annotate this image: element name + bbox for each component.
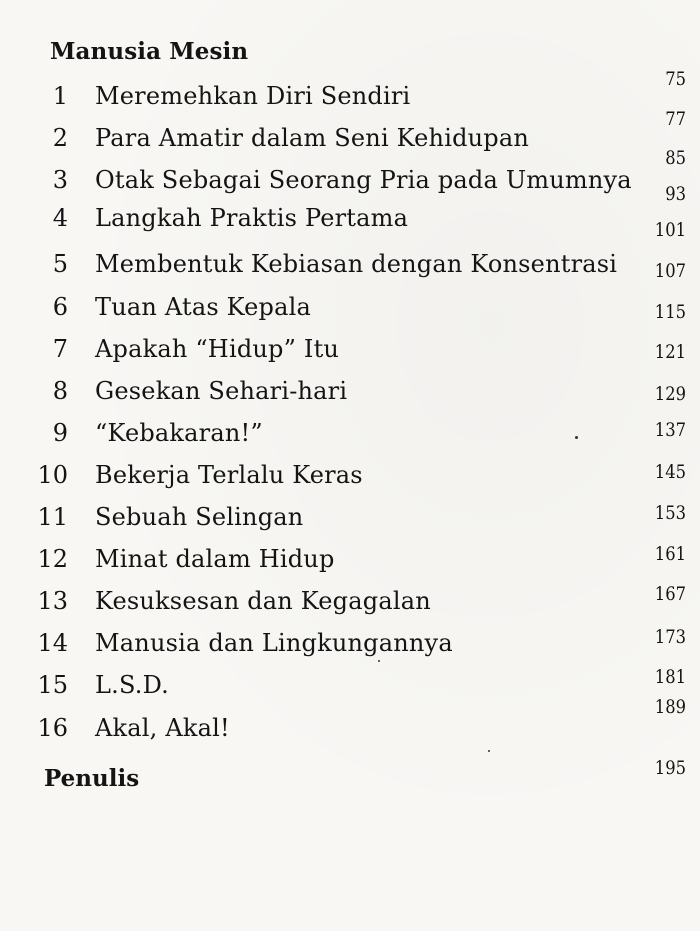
entry-number: 1	[52, 82, 68, 110]
page-number: 75	[665, 68, 686, 90]
page-number: 161	[654, 543, 686, 565]
page-number: 153	[654, 502, 686, 524]
page-number: 101	[654, 219, 686, 241]
entry-number: 9	[52, 418, 68, 447]
entry-title: Para Amatir dalam Seni Kehidupan	[95, 124, 530, 153]
entry-number: 13	[37, 587, 68, 616]
entry-title: Tuan Atas Kepala	[95, 292, 312, 321]
entry-title: Bekerja Terlalu Keras	[95, 460, 363, 489]
entry-number: 12	[37, 545, 68, 574]
page-number: 181	[654, 666, 686, 688]
entry-title: Langkah Praktis Pertama	[95, 204, 409, 233]
section-title: Manusia Mesin	[50, 38, 249, 65]
entry-title: L.S.D.	[95, 671, 169, 700]
page-number: 121	[654, 341, 686, 363]
print-speck	[488, 750, 490, 752]
entry-title: “Kebakaran!”	[95, 418, 263, 447]
page-number: 93	[665, 183, 686, 205]
entry-number: 4	[52, 204, 68, 233]
entry-number: 7	[52, 334, 68, 363]
page-number: 85	[665, 147, 686, 169]
page-number: 167	[654, 583, 686, 605]
entry-number: 15	[37, 671, 68, 700]
page-number: 77	[665, 108, 686, 130]
entry-number: 8	[52, 376, 68, 405]
entry-number: 14	[37, 629, 68, 658]
entry-title: Minat dalam Hidup	[95, 545, 335, 574]
entry-title: Gesekan Sehari-hari	[95, 376, 348, 405]
entry-number: 2	[52, 124, 68, 153]
entry-number: 6	[52, 292, 68, 321]
page-number: 115	[654, 301, 686, 323]
page-number: 195	[654, 757, 686, 779]
page-number: 173	[654, 626, 686, 648]
entry-title: Apakah “Hidup” Itu	[95, 334, 340, 363]
entry-title: Kesuksesan dan Kegagalan	[95, 587, 431, 616]
entry-title: Meremehkan Diri Sendiri	[95, 82, 411, 110]
print-speck	[575, 436, 578, 439]
footer-title: Penulis	[44, 765, 140, 792]
page-number: 107	[654, 260, 686, 282]
entry-title: Membentuk Kebiasan dengan Konsentrasi	[95, 250, 618, 279]
page-number: 189	[654, 696, 686, 718]
entry-number: 11	[37, 503, 68, 531]
entry-title: Akal, Akal!	[95, 713, 230, 742]
entry-number: 16	[37, 713, 68, 742]
entry-number: 10	[37, 460, 68, 489]
entry-title: Otak Sebagai Seorang Pria pada Umumnya	[95, 166, 632, 195]
entry-title: Sebuah Selingan	[95, 503, 304, 531]
page-number: 137	[654, 419, 686, 441]
entry-number: 3	[52, 166, 68, 195]
page-number: 129	[654, 383, 686, 405]
entry-title: Manusia dan Lingkungannya	[95, 629, 453, 658]
entry-number: 5	[52, 250, 68, 279]
page-number: 145	[654, 461, 686, 483]
print-speck	[378, 660, 380, 662]
